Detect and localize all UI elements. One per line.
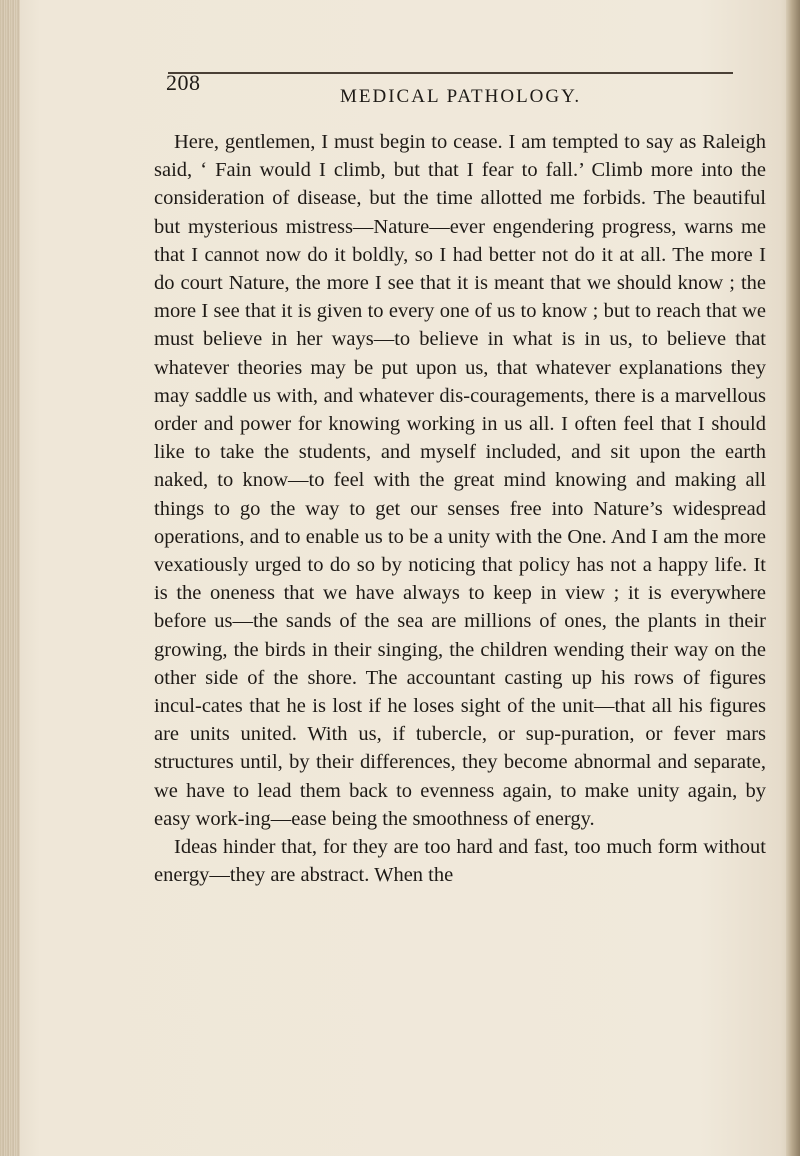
running-head: MEDICAL PATHOLOGY. xyxy=(340,86,582,107)
page-gutter-edge xyxy=(0,0,20,1156)
page-fore-edge xyxy=(786,0,800,1156)
body-text xyxy=(154,128,766,889)
page-number: 208 xyxy=(166,70,201,95)
paragraph: Ideas hinder that, for they are too hard and fast, too much form without energy—they are abstract. When the xyxy=(154,836,766,887)
paragraph: Here, gentlemen, I must begin to cease. I am tempted to say as Raleigh said, ‘ Fain would I climb, but that I fear to fall.’ Climb more into the consideration of disease, but the time allotted me forbids. The beautiful but mysterious mistress—Nature—ever engendering progress, warns me that I cannot now do it boldly, so I had better not do it at all. The more I do court Nature, the more I see that it is meant that we should know ; the more I see that it is given to every one of us to know ; but to reach that we must believe in her ways—to believe in what is in us, to believe that whatever theories may be put upon us, that whatever explanations they may saddle us with, and whatever dis-couragements, there is a marvellous order and power for knowing working in us all. I often feel that I should like to take the students, and myself included, and sit upon the earth naked, to know—to feel with the great mind knowing and making all things to go the way to get our senses free into Nature’s widespread operations, and to enable us to be a unity with the One. And I am the more vexatiously urged to do so by noticing that policy has not a happy life. It is the oneness that we have always to keep in view ; it is everywhere before us—the sands of the sea are millions of ones, the plants in their growing, the birds in their singing, the children wending their way on the other side of the shore. The accountant casting up his rows of figures incul-cates that he is lost if he loses sight of the unit—that all his figures are units united. With us, if tubercle, or sup-puration, or fever mars structures until, by their differences, they become abnormal and separate, we have to lead them back to evenness again, to make unity again, by easy work-ing—ease being the smoothness of energy. xyxy=(154,131,766,830)
header-rule xyxy=(168,72,733,74)
